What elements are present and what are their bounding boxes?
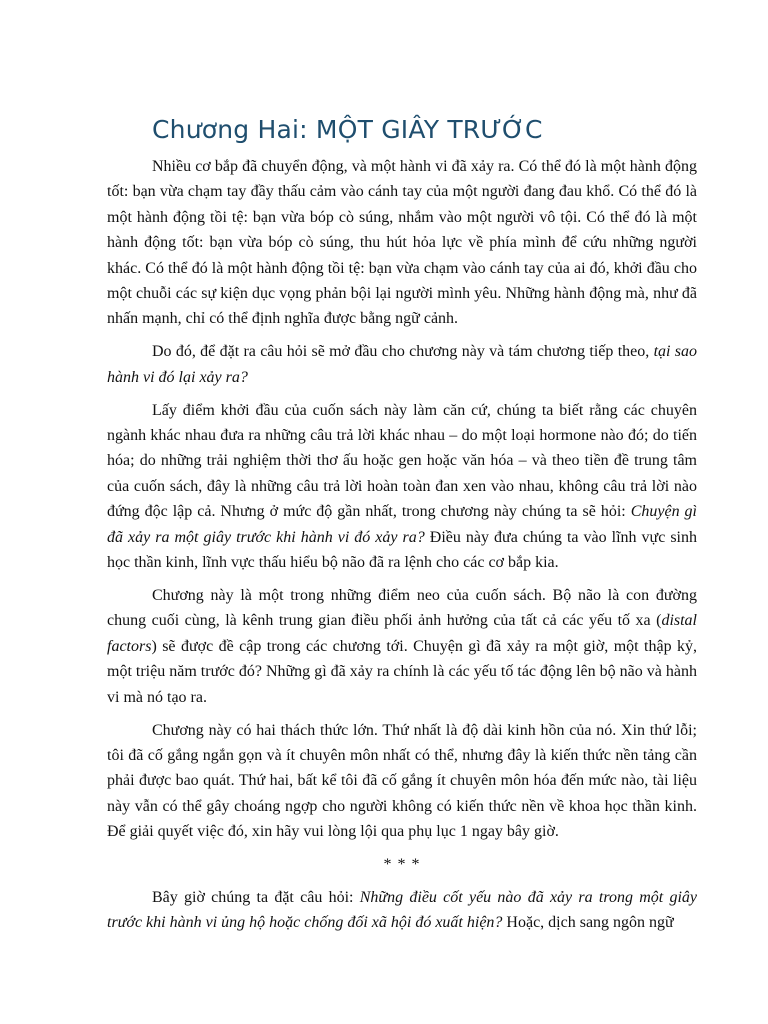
- chapter-title: Chương Hai: MỘT GIÂY TRƯỚC: [152, 115, 543, 144]
- text-segment: Hoặc, dịch sang ngôn ngữ: [502, 914, 674, 932]
- italic-term: distal factors: [107, 612, 697, 655]
- text-segment: Nhiều cơ bắp đã chuyển động, và một hành vi đã xảy ra. Có thể đó là một hành động tốt: bạn vừa chạm tay đầy thấu cảm vào cánh tay của một người đang đau khổ. Có thể đó là một hành động tồi tệ: bạn vừa bóp cò súng, nhắm vào một người vô tội. Có thể đó là một hành động tốt: bạn vừa bóp cò súng, thu hút hỏa lực về phía mình để cứu những người khác. Có thể đó là một hành động tồi tệ: bạn vừa chạm vào cánh tay của ai đó, khởi đầu cho một chuỗi các sự kiện dục vọng phản bội lại người mình yêu. Những hành động mà, như đã nhấn mạnh, chỉ có thể định nghĩa được bằng ngữ cảnh.: [107, 158, 697, 328]
- paragraph: [107, 339, 697, 390]
- paragraph: [107, 885, 697, 936]
- italic-question: Những điều cốt yếu nào đã xảy ra trong một giây trước khi hành vi ủng hộ hoặc chống đối xã hội đó xuất hiện?: [107, 888, 698, 932]
- document-page: [107, 0, 697, 943]
- section-separator: * * *: [383, 856, 421, 874]
- paragraph: [107, 583, 697, 710]
- text-segment: Lấy điểm khởi đầu của cuốn sách này làm căn cứ, chúng ta biết rằng các chuyên ngành khác nhau đưa ra những câu trả lời khác nhau – do một loại hormone nào đó; do tiến hóa; do những trải nghiệm thời thơ ấu hoặc gen hoặc văn hóa – và theo tiền đề trung tâm của cuốn sách, đây là những câu trả lời hoàn toàn đan xen vào nhau, không câu trả lời nào đứng độc lập cả. Nhưng ở mức độ gần nhất, trong chương này chúng ta sẽ hỏi:: [107, 401, 697, 521]
- paragraph: [107, 398, 697, 576]
- text-segment: Bây giờ chúng ta đặt câu hỏi:: [152, 888, 360, 906]
- text-segment: ) sẽ được đề cập trong các chương tới. Chuyện gì đã xảy ra một giờ, một thập kỷ, một triệu năm trước đó? Những gì đã xảy ra chính là các yếu tố tác động lên bộ não và hành vi mà nó tạo ra.: [107, 637, 697, 706]
- text-segment: Chương này là một trong những điểm neo của cuốn sách. Bộ não là con đường chung cuối cùng, là kênh trung gian điều phối ảnh hưởng của tất cả các yếu tố xa (: [107, 587, 697, 630]
- paragraph: [107, 718, 697, 845]
- chapter-body: [107, 154, 697, 936]
- paragraph: [107, 154, 697, 332]
- text-segment: Chương này có hai thách thức lớn. Thứ nhất là độ dài kinh hồn của nó. Xin thứ lỗi; tôi đã cố gắng ngắn gọn và ít chuyên môn nhất có thể, nhưng đây là kiến thức nền tảng cần phải được bao quát. Thứ hai, bất kể tôi đã cố gắng ít chuyên môn hóa đến mức nào, tài liệu này vẫn có thể gây choáng ngợp cho người không có kiến thức nền về khoa học thần kinh. Để giải quyết việc đó, xin hãy vui lòng lội qua phụ lục 1 ngay bây giờ.: [107, 721, 697, 841]
- text-segment: Điều này đưa chúng ta vào lĩnh vực sinh học thần kinh, lĩnh vực thấu hiểu bộ não đã ra lệnh cho các cơ bắp kia.: [107, 528, 698, 572]
- text-segment: Do đó, để đặt ra câu hỏi sẽ mở đầu cho chương này và tám chương tiếp theo,: [152, 343, 654, 361]
- italic-question: Chuyện gì đã xảy ra một giây trước khi hành vi đó xảy ra?: [107, 503, 697, 546]
- italic-question: tại sao hành vi đó lại xảy ra?: [107, 343, 697, 386]
